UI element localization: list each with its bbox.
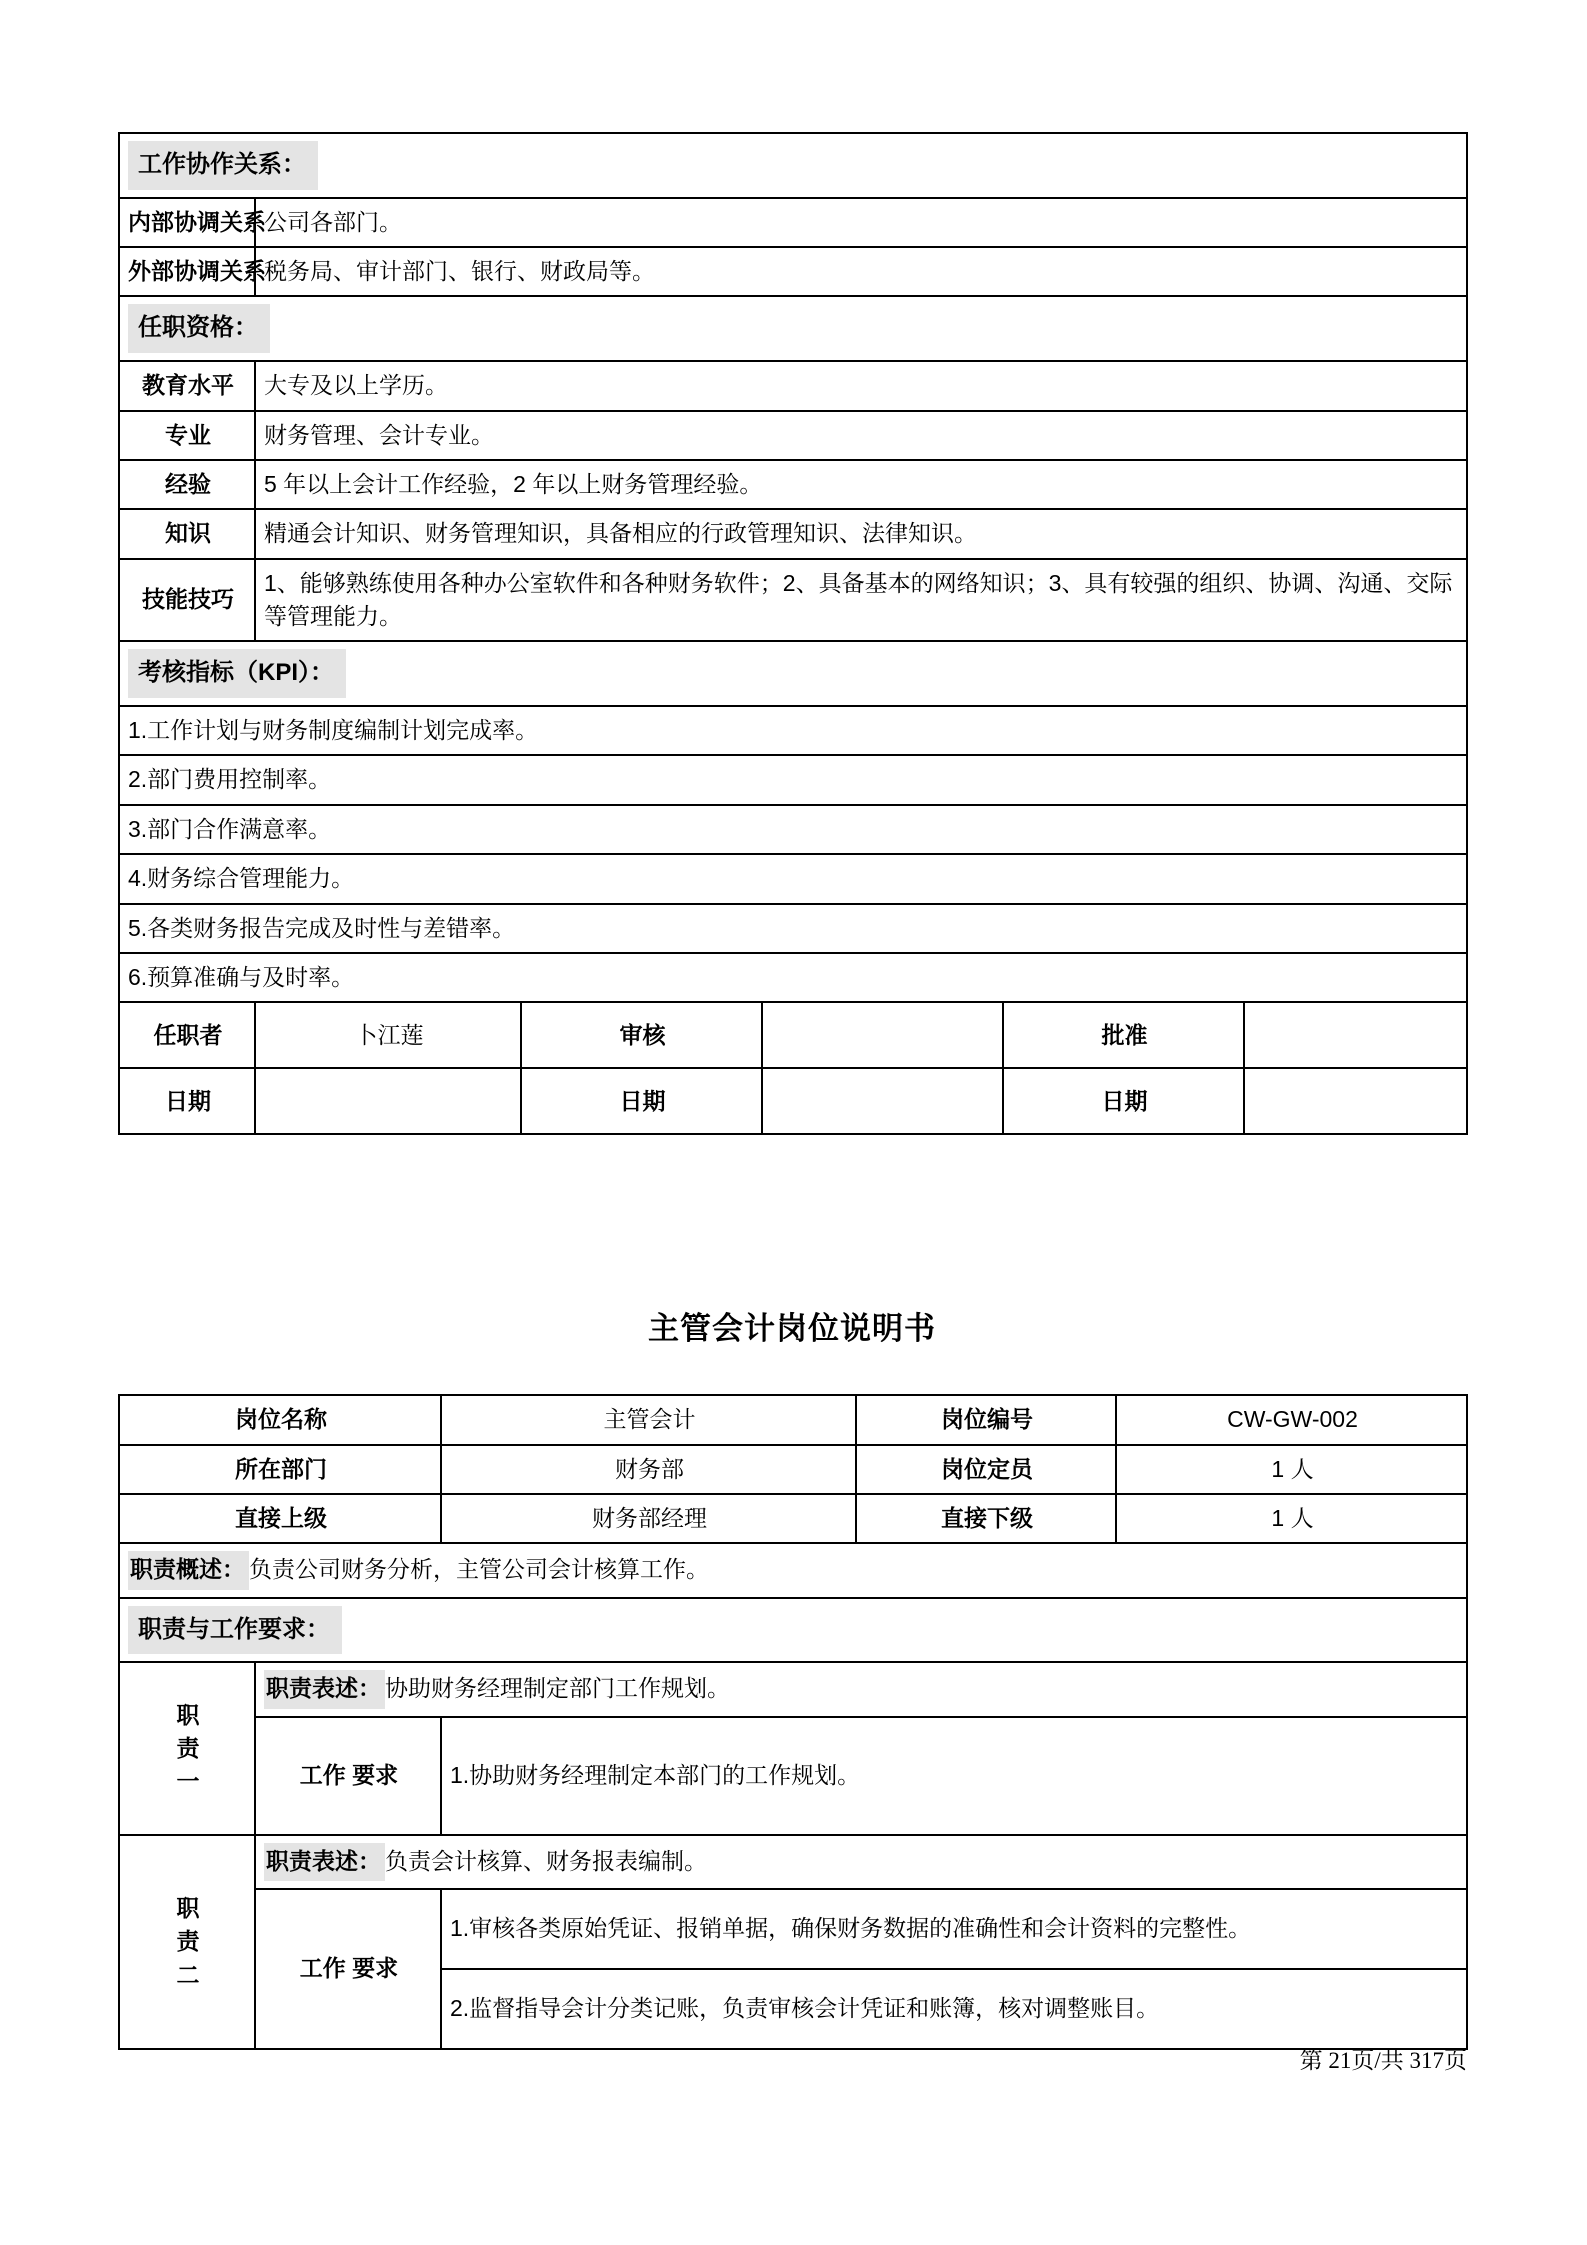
label-summary: 职责概述： <box>128 1551 249 1589</box>
table-row-summary <box>119 1543 1467 1597</box>
table-row-duty-two-requirement-1 <box>119 1889 1467 1969</box>
section-row-qualification <box>119 296 1467 361</box>
page-footer: 第 21页/共 317页 <box>1299 2048 1467 2073</box>
kpi-item-3: 3.部门合作满意率。 <box>119 805 1467 854</box>
section-row-duties <box>119 1598 1467 1663</box>
table-row-duty-two-statement <box>119 1835 1467 1889</box>
value-headcount: 1 人 <box>1116 1445 1467 1494</box>
value-internal-coordination: 公司各部门。 <box>255 198 1467 247</box>
value-date-review <box>762 1068 1003 1134</box>
section-title-qualification: 任职资格： <box>128 304 270 353</box>
section-row-kpi <box>119 641 1467 706</box>
kpi-item-6: 6.预算准确与及时率。 <box>119 953 1467 1002</box>
label-duty-two-requirement: 工作 要求 <box>255 1889 441 2049</box>
page-content <box>118 132 1466 2050</box>
section-title-kpi: 考核指标（KPI）： <box>128 649 346 698</box>
value-date-approve <box>1244 1068 1467 1134</box>
table-row-kpi-item <box>119 805 1467 854</box>
label-education: 教育水平 <box>119 361 255 410</box>
value-position-name: 主管会计 <box>441 1395 856 1444</box>
kpi-item-2: 2.部门费用控制率。 <box>119 755 1467 804</box>
label-review: 审核 <box>521 1002 762 1068</box>
table-row-education <box>119 361 1467 410</box>
section-row-cooperation <box>119 133 1467 198</box>
label-department: 所在部门 <box>119 1445 441 1494</box>
duty-one-requirement-1: 1.协助财务经理制定本部门的工作规划。 <box>441 1717 1467 1835</box>
value-education: 大专及以上学历。 <box>255 361 1467 410</box>
value-major: 财务管理、会计专业。 <box>255 411 1467 460</box>
value-skills: 1、能够熟练使用各种办公室软件和各种财务软件；2、具备基本的网络知识；3、具有较强的组织、协调、沟通、交际等管理能力。 <box>255 559 1467 642</box>
table-row-kpi-item <box>119 755 1467 804</box>
label-external-coordination: 外部协调关系 <box>119 247 255 296</box>
summary-cell <box>119 1543 1467 1597</box>
table-row-supervisor <box>119 1494 1467 1543</box>
label-date-review: 日期 <box>521 1068 762 1134</box>
table-row-dates <box>119 1068 1467 1134</box>
value-position-code: CW-GW-002 <box>1116 1395 1467 1444</box>
value-incumbent: 卜江莲 <box>255 1002 521 1068</box>
value-approve <box>1244 1002 1467 1068</box>
section-cell-duties <box>119 1598 1467 1663</box>
section-cell-qualification <box>119 296 1467 361</box>
table-row-kpi-item <box>119 904 1467 953</box>
table-row-external-coordination <box>119 247 1467 296</box>
table-row-major <box>119 411 1467 460</box>
value-duty-two-statement: 负责会计核算、财务报表编制。 <box>385 1847 707 1874</box>
section-gap <box>118 1135 1466 1303</box>
label-knowledge: 知识 <box>119 509 255 558</box>
table-row-department <box>119 1445 1467 1494</box>
label-direct-subordinate: 直接下级 <box>856 1494 1116 1543</box>
value-summary: 负责公司财务分析，主管公司会计核算工作。 <box>249 1556 709 1583</box>
label-date-approve: 日期 <box>1003 1068 1244 1134</box>
duty-index-two: 职 责 二 <box>119 1835 255 2049</box>
label-internal-coordination: 内部协调关系 <box>119 198 255 247</box>
label-headcount: 岗位定员 <box>856 1445 1116 1494</box>
kpi-item-5: 5.各类财务报告完成及时性与差错率。 <box>119 904 1467 953</box>
job-description-table-continued <box>118 132 1468 1135</box>
duty-two-statement <box>255 1835 1467 1889</box>
table-row-internal-coordination <box>119 198 1467 247</box>
section-cell-kpi <box>119 641 1467 706</box>
table-row-knowledge <box>119 509 1467 558</box>
table-row-kpi-item <box>119 706 1467 755</box>
job-description-table-accountant <box>118 1394 1468 2050</box>
value-department: 财务部 <box>441 1445 856 1494</box>
label-incumbent: 任职者 <box>119 1002 255 1068</box>
duty-two-requirement-2: 2.监督指导会计分类记账，负责审核会计凭证和账簿，核对调整账目。 <box>441 1969 1467 2049</box>
duty-index-one: 职 责 一 <box>119 1662 255 1834</box>
table-row-skills <box>119 559 1467 642</box>
duty-one-statement <box>255 1662 1467 1716</box>
value-direct-subordinate: 1 人 <box>1116 1494 1467 1543</box>
table-row-position-name <box>119 1395 1467 1444</box>
label-approve: 批准 <box>1003 1002 1244 1068</box>
table-row-kpi-item <box>119 854 1467 903</box>
label-date-incumbent: 日期 <box>119 1068 255 1134</box>
table-row-duty-one-requirement <box>119 1717 1467 1835</box>
label-experience: 经验 <box>119 460 255 509</box>
label-duty-one-requirement: 工作 要求 <box>255 1717 441 1835</box>
value-experience: 5 年以上会计工作经验，2 年以上财务管理经验。 <box>255 460 1467 509</box>
label-major: 专业 <box>119 411 255 460</box>
value-knowledge: 精通会计知识、财务管理知识，具备相应的行政管理知识、法律知识。 <box>255 509 1467 558</box>
section-cell-cooperation <box>119 133 1467 198</box>
section-title-cooperation: 工作协作关系： <box>128 141 318 190</box>
value-duty-one-statement: 协助财务经理制定部门工作规划。 <box>385 1675 730 1702</box>
value-external-coordination: 税务局、审计部门、银行、财政局等。 <box>255 247 1467 296</box>
value-direct-supervisor: 财务部经理 <box>441 1494 856 1543</box>
title-gap <box>118 1348 1466 1394</box>
label-position-code: 岗位编号 <box>856 1395 1116 1444</box>
label-skills: 技能技巧 <box>119 559 255 642</box>
label-position-name: 岗位名称 <box>119 1395 441 1444</box>
kpi-item-1: 1.工作计划与财务制度编制计划完成率。 <box>119 706 1467 755</box>
kpi-item-4: 4.财务综合管理能力。 <box>119 854 1467 903</box>
table-row-kpi-item <box>119 953 1467 1002</box>
value-date-incumbent <box>255 1068 521 1134</box>
value-review <box>762 1002 1003 1068</box>
duty-two-requirement-1: 1.审核各类原始凭证、报销单据，确保财务数据的准确性和会计资料的完整性。 <box>441 1889 1467 1969</box>
page-title: 主管会计岗位说明书 <box>648 1311 936 1347</box>
table-row-signatures <box>119 1002 1467 1068</box>
section-title-duties: 职责与工作要求： <box>128 1606 342 1655</box>
label-duty-two-statement: 职责表述： <box>264 1843 385 1881</box>
label-direct-supervisor: 直接上级 <box>119 1494 441 1543</box>
table-row-experience <box>119 460 1467 509</box>
table-row-duty-one-statement <box>119 1662 1467 1716</box>
label-duty-one-statement: 职责表述： <box>264 1670 385 1708</box>
